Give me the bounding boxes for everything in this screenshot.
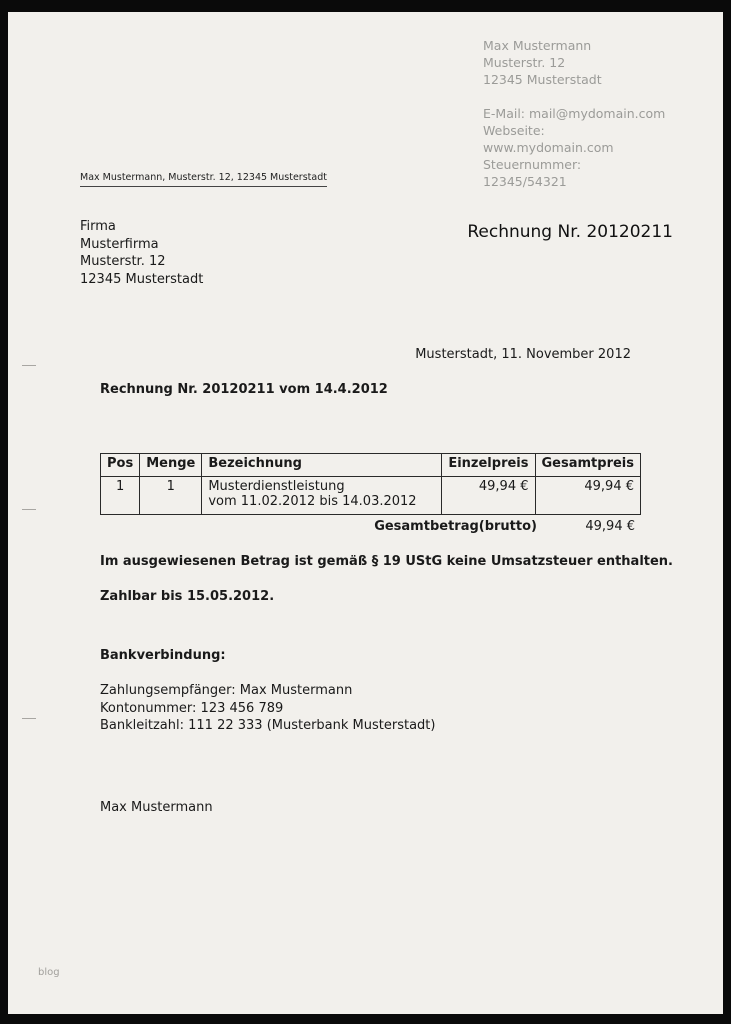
sender-tax-number: 12345/54321 bbox=[483, 174, 567, 189]
recipient-line-1: Firma bbox=[80, 219, 116, 234]
invoice-page bbox=[8, 12, 723, 1014]
total-value: 49,94 € bbox=[585, 519, 635, 534]
sender-name: Max Mustermann bbox=[483, 38, 592, 53]
sender-street: Musterstr. 12 bbox=[483, 55, 566, 70]
sender-website-label: Webseite: bbox=[483, 123, 545, 138]
col-header-bezeichnung: Bezeichnung bbox=[202, 454, 442, 477]
col-header-menge: Menge bbox=[140, 454, 202, 477]
tax-exemption-note: Im ausgewiesenen Betrag ist gemäß § 19 UStG keine Umsatzsteuer enthalten. bbox=[100, 554, 673, 569]
invoice-subject: Rechnung Nr. 20120211 vom 14.4.2012 bbox=[100, 382, 388, 397]
invoice-title: Rechnung Nr. 20120211 bbox=[467, 222, 673, 242]
col-header-einzelpreis: Einzelpreis bbox=[442, 454, 535, 477]
fold-mark-bottom bbox=[22, 718, 36, 719]
table-header-row bbox=[101, 454, 641, 477]
col-header-gesamtpreis: Gesamtpreis bbox=[535, 454, 641, 477]
sender-block bbox=[483, 37, 665, 190]
sender-email: E-Mail: mail@mydomain.com bbox=[483, 106, 666, 121]
total-label: Gesamtbetrag(brutto) bbox=[374, 519, 537, 534]
fold-mark-middle bbox=[22, 509, 36, 510]
watermark-text: blog bbox=[38, 967, 60, 978]
cell-gesamtpreis: 49,94 € bbox=[535, 477, 641, 515]
return-address: Max Mustermann, Musterstr. 12, 12345 Musterstadt bbox=[80, 172, 327, 187]
fold-mark-top bbox=[22, 365, 36, 366]
invoice-items-table bbox=[100, 453, 641, 515]
payment-due-note: Zahlbar bis 15.05.2012. bbox=[100, 589, 275, 604]
recipient-block bbox=[80, 218, 203, 288]
date-line: Musterstadt, 11. November 2012 bbox=[415, 347, 631, 362]
sender-tax-label: Steuernummer: bbox=[483, 157, 582, 172]
recipient-line-4: 12345 Musterstadt bbox=[80, 271, 204, 287]
sender-city: 12345 Musterstadt bbox=[483, 72, 602, 87]
sender-website: www.mydomain.com bbox=[483, 140, 614, 155]
cell-bezeichnung bbox=[202, 477, 442, 515]
recipient-line-3: Musterstr. 12 bbox=[80, 254, 166, 269]
sender-spacer bbox=[483, 88, 665, 105]
bank-payee: Zahlungsempfänger: Max Mustermann bbox=[100, 683, 353, 698]
table-row bbox=[101, 477, 641, 515]
total-row bbox=[100, 519, 641, 534]
signature-name: Max Mustermann bbox=[100, 800, 213, 815]
cell-menge: 1 bbox=[140, 477, 202, 515]
cell-pos: 1 bbox=[101, 477, 140, 515]
col-header-pos: Pos bbox=[101, 454, 140, 477]
bank-routing-number: Bankleitzahl: 111 22 333 (Musterbank Musterstadt) bbox=[100, 718, 436, 733]
bank-details-heading: Bankverbindung: bbox=[100, 648, 226, 663]
recipient-line-2: Musterfirma bbox=[80, 236, 159, 252]
bank-account-number: Kontonummer: 123 456 789 bbox=[100, 700, 284, 716]
bezeichnung-line-2: vom 11.02.2012 bis 14.03.2012 bbox=[208, 494, 417, 509]
bezeichnung-line-1: Musterdienstleistung bbox=[208, 479, 345, 494]
cell-einzelpreis: 49,94 € bbox=[442, 477, 535, 515]
bank-details-block bbox=[100, 682, 435, 735]
